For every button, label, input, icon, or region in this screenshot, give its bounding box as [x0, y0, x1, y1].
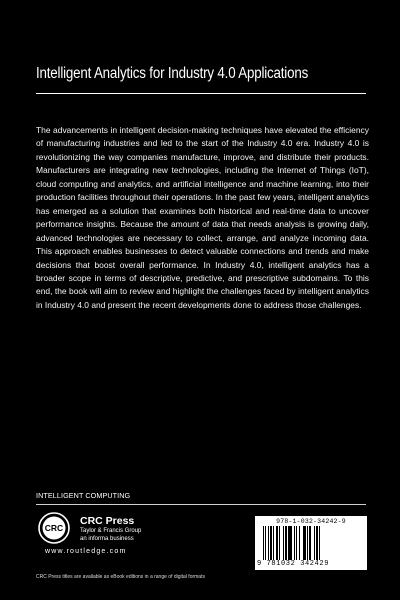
isbn-digits: 9 781032 342429 — [257, 560, 330, 568]
isbn-text: 978-1-032-34242-9 — [276, 518, 346, 525]
ebook-note: CRC Press titles are available as eBook editions in a range of digital formats — [36, 574, 205, 580]
series-divider — [36, 504, 366, 505]
publisher-group: Taylor & Francis Group — [80, 528, 142, 534]
series-name: INTELLIGENT COMPUTING — [36, 491, 131, 500]
publisher-name: CRC Press — [80, 515, 135, 527]
publisher-website[interactable]: www.routledge.com — [45, 548, 127, 555]
isbn-barcode — [255, 516, 367, 570]
publisher-tagline: an informa business — [80, 536, 134, 542]
crc-logo-text: CRC — [44, 523, 64, 534]
barcode-icon — [263, 526, 355, 560]
publisher-block — [80, 515, 141, 543]
book-description: The advancements in intelligent decision-making techniques have elevated the efficiency of manufacturing industries and led to the start of the Industry 4.0 era. Industry 4.0 is revolutionizing the way companies manufacture, improve, and distribute their products. Manufacturers are integrating new technologies, including the Internet of Things (IoT), cloud computing and analytics, and artificial intelligence and machine learning, into their production facilities throughout their operations. In the past few years, intelligent analytics has emerged as a solution that examines both historical and real-time data to uncover performance insights. Because the amount of data that needs analysis is growing daily, advanced technologies are necessary to collect, arrange, and analyze incoming data. This approach enables businesses to detect valuable connections and trends and make decisions that boost overall performance. In Industry 4.0, intelligent analytics has a broader scope in terms of descriptive, predictive, and prescriptive subdomains. To this end, the book will aim to review and highlight the challenges faced by intelligent analytics in Industry 4.0 and present the recent developments done to address those challenges. — [36, 125, 370, 310]
crc-press-logo-icon — [38, 512, 70, 544]
barcode-space — [320, 526, 321, 560]
title-divider — [36, 93, 366, 94]
book-title: Intelligent Analytics for Industry 4.0 Applications — [36, 65, 309, 82]
